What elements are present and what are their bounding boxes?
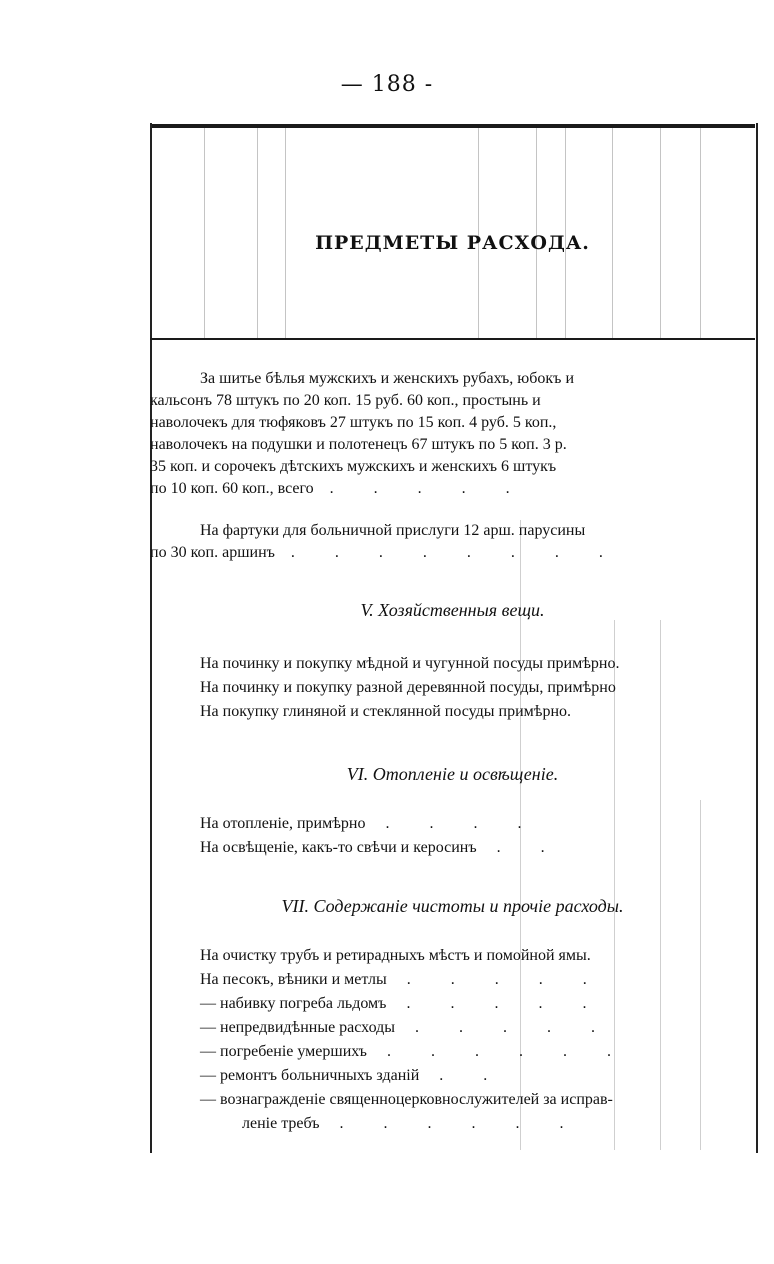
leader-dots: . .	[496, 839, 563, 856]
page-number: — 188 -	[340, 72, 434, 97]
list-item: На починку и покупку разной деревянной посуды, примѣрно	[200, 679, 616, 696]
list-item-label: — непредвидѣнные расходы	[200, 1019, 395, 1036]
section-6-title: VI. Отопленіе и освѣщеніе.	[346, 764, 559, 784]
list-item-label: На освѣщеніе, какъ-то свѣчи и керосинъ	[200, 839, 477, 856]
list-item: — вознагражденіе священноцерковнослужителей за исправ-	[200, 1091, 613, 1108]
text-line: по 30 коп. аршинъ	[150, 544, 275, 561]
list-item	[200, 812, 755, 836]
section-7-title: VII. Содержаніе чистоты и прочіе расходы.	[281, 896, 624, 916]
list-item-label: На отопленіе, примѣрно	[200, 815, 366, 832]
list-item	[200, 1016, 755, 1040]
leader-dots: . . . .	[385, 815, 540, 832]
text-line: 35 коп. и сорочекъ дѣтскихъ мужскихъ и женскихъ 6 штукъ	[150, 458, 557, 475]
text-line: На фартуки для больничной прислуги 12 арш. парусины	[200, 522, 586, 539]
list-item-label: На песокъ, вѣники и метлы	[200, 971, 387, 988]
text-line: За шитье бѣлья мужскихъ и женскихъ рубахъ, юбокъ и	[200, 370, 574, 387]
text-line: кальсонъ 78 штукъ по 20 коп. 15 руб. 60 коп., простынь и	[150, 392, 541, 409]
list-item	[200, 1064, 755, 1088]
leader-dots: . . . . .	[406, 995, 605, 1012]
list-item	[200, 1112, 755, 1136]
text-line: наволочекъ для тюфяковъ 27 штукъ по 15 коп. 4 руб. 5 коп.,	[150, 414, 557, 431]
leader-dots: . .	[439, 1067, 506, 1084]
leader-dots: . . . . . .	[339, 1115, 582, 1132]
leader-dots: . . . . . . . .	[290, 544, 621, 561]
leader-dots: . . . . .	[329, 480, 528, 497]
list-item: На покупку глиняной и стеклянной посуды примѣрно.	[200, 703, 572, 720]
section-5-title: V. Хозяйственныя вещи.	[360, 600, 545, 620]
list-item-label: леніе требъ	[242, 1115, 320, 1132]
text-line	[150, 478, 750, 500]
paragraph-aprons	[150, 520, 750, 564]
section-6-items	[200, 812, 755, 860]
list-item	[200, 968, 755, 992]
list-item-label: — набивку погреба льдомъ	[200, 995, 387, 1012]
list-item	[200, 992, 755, 1016]
table-header-title: ПРЕДМЕТЫ РАСХОДА.	[315, 232, 590, 254]
text-line: наволочекъ на подушки и полотенецъ 67 штукъ по 5 коп. 3 р.	[150, 436, 567, 453]
leader-dots: . . . . .	[415, 1019, 613, 1036]
list-item-label: — погребеніе умершихъ	[200, 1043, 367, 1060]
table-header-rule	[150, 338, 755, 340]
leader-dots: . . . . . .	[386, 1043, 629, 1060]
text-line: по 10 коп. 60 коп., всего	[150, 480, 314, 497]
text-line	[150, 542, 750, 564]
section-5-items	[200, 652, 755, 724]
leader-dots: . . . . .	[406, 971, 605, 988]
paragraph-linen-sewing	[150, 368, 750, 500]
list-item	[200, 1040, 755, 1064]
section-7-items	[200, 944, 755, 1136]
list-item-label: — ремонтъ больничныхъ зданій	[200, 1067, 420, 1084]
list-item: На очистку трубъ и ретирадныхъ мѣстъ и помойной ямы.	[200, 947, 591, 964]
list-item	[200, 836, 755, 860]
list-item: На починку и покупку мѣдной и чугунной посуды примѣрно.	[200, 655, 620, 672]
